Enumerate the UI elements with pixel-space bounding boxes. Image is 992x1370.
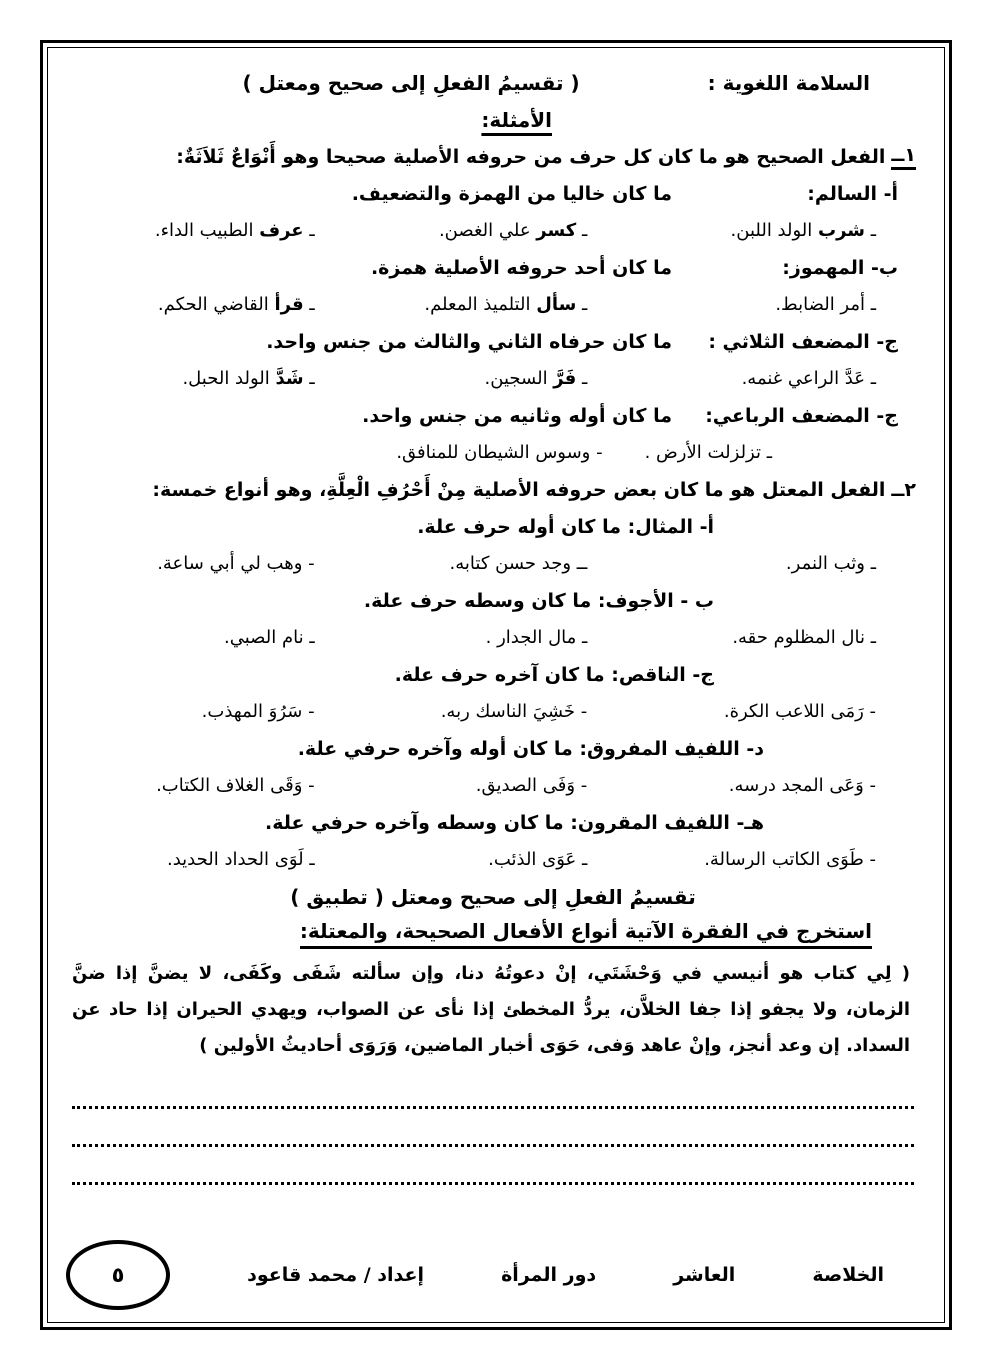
type-mudaaf3-definition: ما كان حرفاه الثاني والثالث من جنس واحد.: [266, 330, 672, 353]
type-mithal-heading: أ- المثال: ما كان أوله حرف علة.: [417, 515, 714, 538]
type-naqis-heading: ج- الناقص: ما كان آخره حرف علة.: [394, 663, 714, 686]
page-border-outer: [40, 40, 952, 1330]
example-sentence: ـ لَوَى الحداد الحديد.: [166, 849, 315, 870]
answer-area: [72, 1080, 914, 1185]
example-sentence: - وَعَى المجد درسه.: [728, 775, 876, 796]
example-sentence: ـ تزلزلت الأرض .: [644, 442, 772, 463]
type-maqrun-heading-row: [64, 804, 922, 841]
type-naqis-examples: [64, 693, 922, 730]
example-sentence: ــ وجد حسن كتابه.: [449, 553, 588, 574]
example-sentence: ـ عَدَّ الراعي غنمه.: [741, 368, 876, 389]
example-sentence: - طَوَى الكاتب الرسالة.: [704, 849, 876, 870]
example-sentence: - رَمَى اللاعب الكرة.: [723, 701, 876, 722]
example-sentence: ـ عَوَى الذئب.: [488, 849, 588, 870]
page-number: ٥: [111, 1263, 125, 1287]
example-sentence: ـ شَدَّ الولد الحبل.: [182, 368, 315, 389]
example-sentence: - خَشِيَ الناسك ربه.: [440, 701, 588, 722]
footer-unit-label: دور المرأة: [501, 1264, 597, 1286]
section2-heading: الفعل المعتل هو ما كان بعض حروفه الأصلية مِنْ أَحْرُفِ الْعِلَّةِ، وهو أنواع خمسة:: [152, 478, 886, 501]
type-mithal-examples: [64, 545, 922, 582]
example-sentence: - وَفَى الصديق.: [475, 775, 588, 796]
answer-line[interactable]: [72, 1156, 914, 1185]
section1-heading: الفعل الصحيح هو ما كان كل حرف من حروفه الأصلية صحيحا وهو أَنْوَاعٌ ثَلاَثَةٌ:: [176, 145, 886, 168]
type-maqrun-heading: هـ- اللفيف المقرون: ما كان وسطه وآخره حرفي علة.: [265, 811, 764, 834]
type-mudaaf3-definition-row: [64, 323, 922, 360]
type-ajwaf-heading-row: [64, 582, 922, 619]
type-ajwaf-examples: [64, 619, 922, 656]
example-sentence: ـ نال المظلوم حقه.: [732, 627, 876, 648]
section1-number: ١ــ: [891, 144, 916, 170]
example-sentence: ـ نام الصبي.: [224, 627, 315, 648]
page-footer: [66, 1240, 884, 1310]
type-ajwaf-heading: ب - الأجوف: ما كان وسطه حرف علة.: [363, 589, 714, 612]
example-sentence: ـ مال الجدار .: [485, 627, 588, 648]
type-salim-definition: ما كان خاليا من الهمزة والتضعيف.: [351, 182, 672, 205]
example-sentence: ـ سأل التلميذ المعلم.: [424, 294, 588, 315]
section1-header: [64, 138, 922, 175]
type-mudaaf4-definition: ما كان أوله وثانيه من جنس واحد.: [362, 404, 672, 427]
type-mithal-heading-row: [64, 508, 922, 545]
type-mudaaf3-examples: [64, 360, 922, 397]
example-sentence: ـ كسر علي الغصن.: [438, 220, 588, 241]
type-mudaaf4-examples: [64, 434, 922, 471]
footer-prepared-by: إعداد / محمد قاعود: [247, 1264, 424, 1286]
lesson-category-label: السلامة اللغوية :: [707, 70, 870, 95]
example-sentence: ـ فَرَّ السجين.: [484, 368, 588, 389]
example-sentence: ـ شرب الولد اللبن.: [730, 220, 876, 241]
application-instruction-row: [64, 915, 922, 952]
type-salim-label: أ- السالم:: [807, 182, 898, 205]
example-sentence: - وسوس الشيطان للمنافق.: [396, 442, 603, 463]
lesson-title: ( تقسيمُ الفعلِ إلى صحيح ومعتل ): [242, 70, 580, 95]
type-mudaaf4-definition-row: [64, 397, 922, 434]
example-sentence: ـ عرف الطبيب الداء.: [154, 220, 315, 241]
type-mahmuz-examples: [64, 286, 922, 323]
type-mudaaf3-label: ج- المضعف الثلاثي :: [708, 330, 898, 353]
type-salim-definition-row: [64, 175, 922, 212]
type-mudaaf4-label: ج- المضعف الرباعي:: [705, 404, 898, 427]
footer-grade-label: العاشر: [673, 1264, 736, 1286]
type-salim-examples: [64, 212, 922, 249]
answer-line[interactable]: [72, 1080, 914, 1109]
example-sentence: - وَقَى الغلاف الكتاب.: [156, 775, 315, 796]
examples-heading: الأمثلة:: [481, 107, 552, 132]
type-mafruq-examples: [64, 767, 922, 804]
application-title: تقسيمُ الفعلِ إلى صحيح ومعتل ( تطبيق ): [290, 884, 696, 909]
section2-header: [64, 471, 922, 508]
type-maqrun-examples: [64, 841, 922, 878]
examples-heading-row: [64, 101, 922, 138]
type-mafruq-heading-row: [64, 730, 922, 767]
example-sentence: - سَرُوَ المهذب.: [201, 701, 315, 722]
worksheet-content: [48, 48, 944, 1185]
type-mahmuz-definition: ما كان أحد حروفه الأصلية همزة.: [370, 256, 672, 279]
example-sentence: ـ أمر الضابط.: [775, 294, 876, 315]
application-instruction: استخرج في الفقرة الآتية أنواع الأفعال الصحيحة، والمعتلة:: [300, 919, 872, 949]
example-sentence: ـ قرأ القاضي الحكم.: [157, 294, 315, 315]
application-title-row: [64, 878, 922, 915]
page-border-inner: [47, 47, 945, 1323]
page-number-circle: [66, 1240, 170, 1310]
answer-line[interactable]: [72, 1118, 914, 1147]
type-naqis-heading-row: [64, 656, 922, 693]
type-mahmuz-label: ب- المهموز:: [782, 256, 898, 279]
type-mahmuz-definition-row: [64, 249, 922, 286]
example-sentence: - وهب لي أبي ساعة.: [157, 553, 315, 574]
title-row: [64, 64, 922, 101]
example-sentence: ـ وثب النمر.: [785, 553, 876, 574]
type-mafruq-heading: د- اللفيف المفروق: ما كان أوله وآخره حرفي علة.: [297, 737, 764, 760]
section2-number: ٢ــ: [891, 478, 916, 501]
application-passage: ( لِي كتاب هو أنيسي في وَحْشَتَي، إنْ دعوتُهُ دنا، وإن سألته شَفَى وكَفَى، لا يضنَّ إذا ضنَّ الزمان، ولا يجفو إذا جفا الخلاَّن، يردُّ المخطئ إذا نأى عن الصواب، ويهدي الحيران إذا حاد عن السداد. إن وعد أنجز، وإنْ عاهد وَفى، حَوَى أخبار الماضين، وَرَوَى أحاديثُ الأولين ): [72, 963, 910, 1056]
footer-summary-label: الخلاصة: [812, 1264, 884, 1286]
